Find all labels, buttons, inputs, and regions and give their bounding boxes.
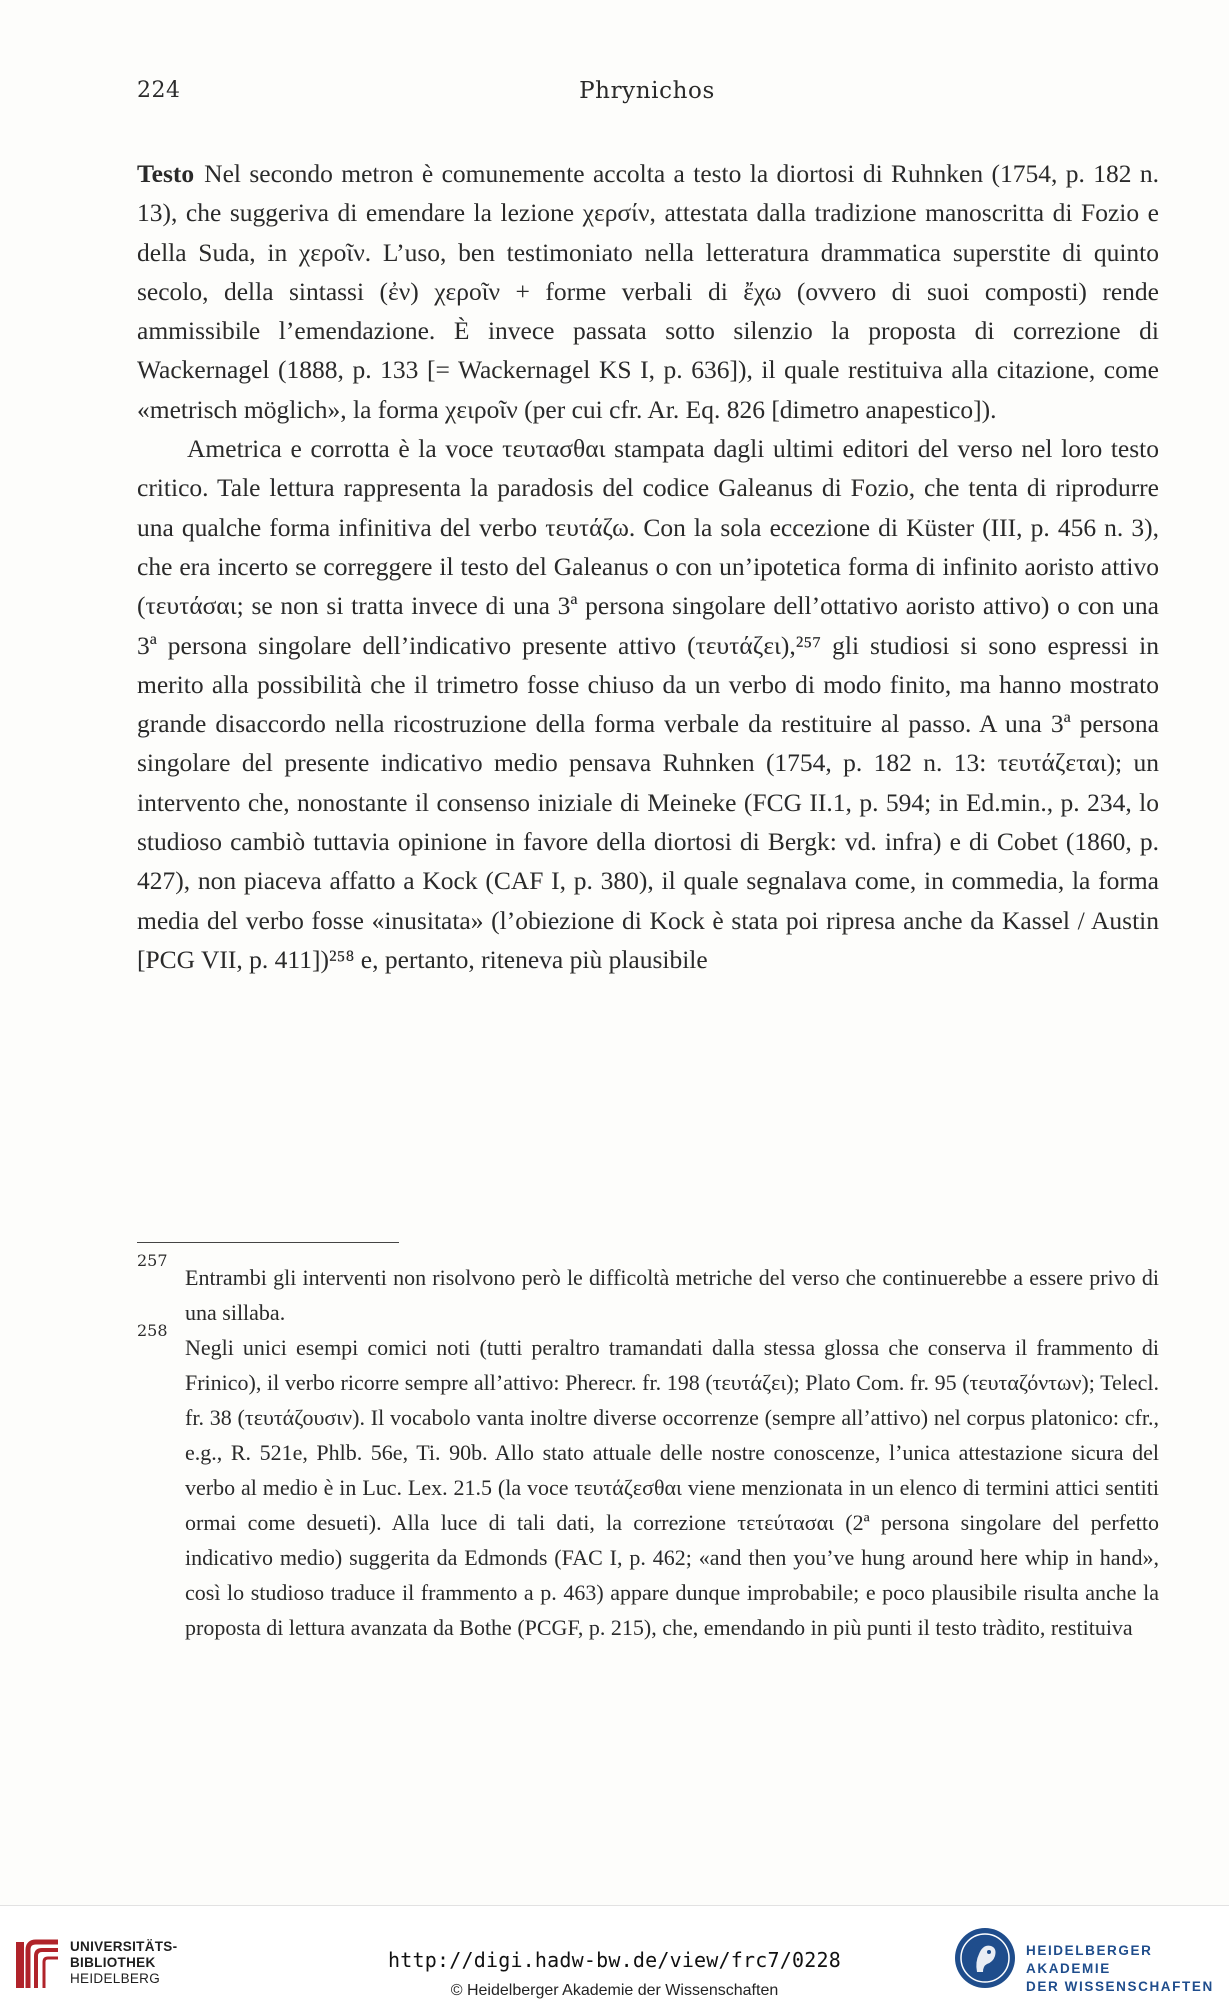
copyright-notice: © Heidelberger Akademie der Wissenschaften	[450, 1982, 779, 1999]
footnotes	[137, 1251, 1159, 1645]
paragraph-testo	[137, 154, 1159, 429]
main-text	[137, 154, 1159, 979]
footnote-text: Entrambi gli interventi non risolvono però le difficoltà metriche del verso che continuerebbe a essere privo di una sillaba.	[185, 1265, 1159, 1325]
footnote-257	[137, 1251, 1159, 1330]
footnote-text: Negli unici esempi comici noti (tutti peraltro tramandati dalla stessa glossa che conserva il frammento di Frinico), il verbo ricorre sempre all’attivo: Pherecr. fr. 198 (τευτάζει); Plato Com. fr. 95 (τευταζόντων); Telecl. fr. 38 (τευτάζουσιν). Il vocabolo vanta inoltre diverse occorrenze (sempre all’attivo) nel corpus platonico: cfr., e.g., R. 521e, Phlb. 56e, Ti. 90b. Allo stato attuale delle nostre conoscenze, l’unica attestazione sicura del verbo al medio è in Luc. Lex. 21.5 (la voce τευτάζεσθαι viene menzionata in un elenco di termini attici sentiti ormai come desueti). Alla luce di tali dati, la correzione τετεύτασαι (2ª persona singolare del perfetto indicativo medio) suggerita da Edmonds (FAC I, p. 462; «and then you’ve hung around here whip in hand», così lo studioso traduce il frammento a p. 463) appare dunque improbabile; e poco plausibile risulta anche la proposta di lettura avanzata da Bothe (PCGF, p. 215), che, emendando in più punti il testo tràdito, restituiva	[185, 1335, 1159, 1640]
page-number: 224	[137, 78, 181, 103]
running-title: Phrynichos	[579, 78, 715, 104]
academy-logo-icon	[953, 1926, 1017, 1990]
section-lead: Testo	[137, 159, 195, 188]
digitization-footer	[0, 1905, 1229, 2013]
university-library-name: UNIVERSITÄTS- BIBLIOTHEK HEIDELBERG	[70, 1939, 178, 1986]
paragraph-2: Ametrica e corrotta è la voce τευτασθαι stampata dagli ultimi editori del verso nel loro testo critico. Tale lettura rappresenta la paradosis del codice Galeanus di Fozio, che tenta di riprodurre una qualche forma infinitiva del verbo τευτάζω. Con la sola eccezione di Küster (III, p. 456 n. 3), che era incerto se correggere il testo del Galeanus o con un’ipotetica forma di infinito aoristo attivo (τευτάσαι; se non si tratta invece di una 3ª persona singolare dell’ottativo aoristo attivo) o con una 3ª persona singolare dell’indicativo presente attivo (τευτάζει),²⁵⁷ gli studiosi si sono espressi in merito alla possibilità che il trimetro fosse chiuso da un verbo di modo finito, ma hanno mostrato grande disaccordo nella ricostruzione della forma verbale da restituire al passo. A una 3ª persona singolare del presente indicativo medio pensava Ruhnken (1754, p. 182 n. 13: τευτάζεται); un intervento che, nonostante il consenso iniziale di Meineke (FCG II.1, p. 594; in Ed.min., p. 234, lo studioso cambiò tuttavia opinione in favore della diortosi di Bergk: vd. infra) e di Cobet (1860, p. 427), non piaceva affatto a Kock (CAF I, p. 380), il quale segnalava come, in commedia, la forma media del verbo fosse «inusitata» (l’obiezione di Kock è stata poi ripresa anche da Kassel / Austin [PCG VII, p. 411])²⁵⁸ e, pertanto, riteneva più plausibile	[137, 434, 1159, 974]
footnote-separator	[137, 1242, 399, 1243]
footnote-258	[137, 1321, 1159, 1645]
footnote-number: 258	[137, 1321, 168, 1340]
footnote-number: 257	[137, 1251, 168, 1270]
permalink-url[interactable]: http://digi.hadw-bw.de/view/frc7/0228	[388, 1948, 841, 1972]
page-header	[137, 78, 1157, 112]
paragraph-1-text: Nel secondo metron è comunemente accolta a testo la diortosi di Ruhnken (1754, p. 182 n. 13), che suggeriva di emendare la lezione χερσίν, attestata dalla tradizione manoscritta di Fozio e della Suda, in χεροῖν. L’uso, ben testimoniato nella letteratura drammatica superstite di quinto secolo, della sintassi (ἐν) χεροῖν + forme verbali di ἔχω (ovvero di suoi composti) rende ammissibile l’emendazione. È invece passata sotto silenzio la proposta di correzione di Wackernagel (1888, p. 133 [= Wackernagel KS I, p. 636]), il quale restituiva alla citazione, come «metrisch möglich», la forma χειροῖν (per cui cfr. Ar. Eq. 826 [dimetro anapestico]).	[137, 159, 1159, 424]
academy-name: HEIDELBERGER AKADEMIE DER WISSENSCHAFTEN	[1026, 1943, 1214, 1994]
